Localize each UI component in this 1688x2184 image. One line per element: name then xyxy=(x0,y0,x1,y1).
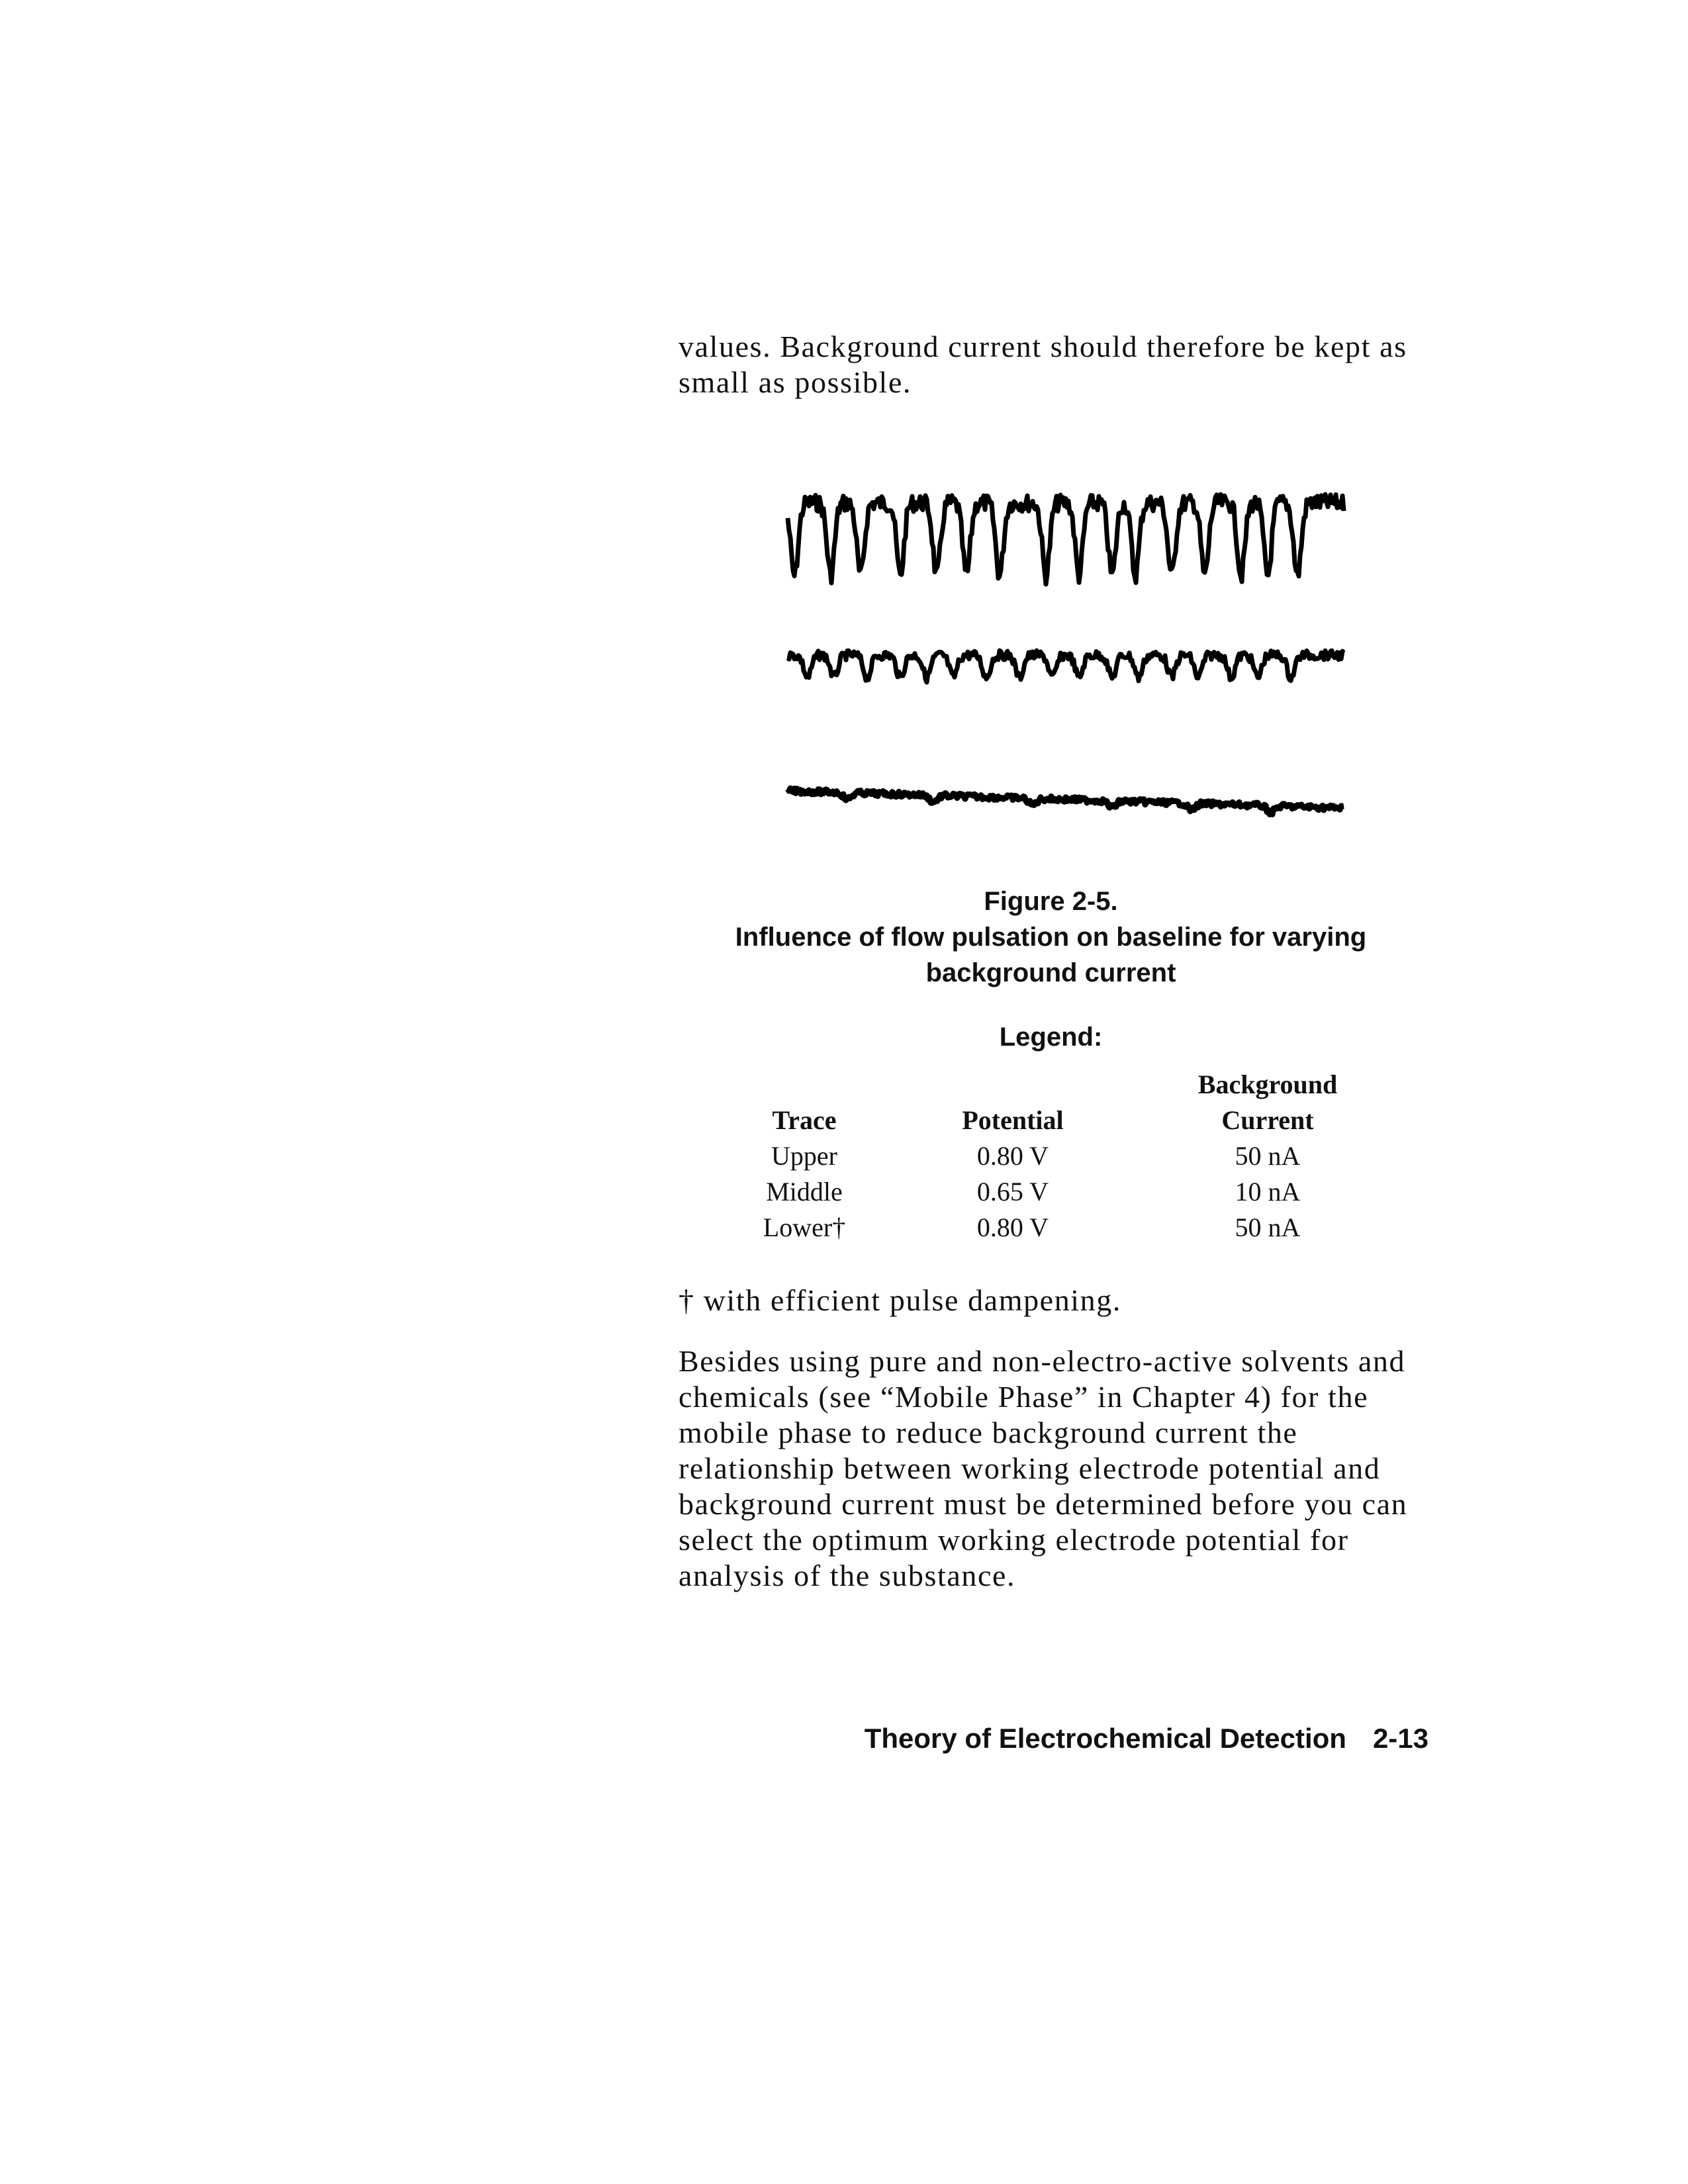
legend-table xyxy=(728,1067,1390,1246)
body-paragraph-bottom: Besides using pure and non-electro-active solvents and chemicals (see “Mobile Phase” in Chapter 4) for the mobile phase to reduce background current the relationship between working electrode potential and background current must be determined before you can select the optimum working electrode potential for analysis of the substance. xyxy=(679,1344,1408,1592)
table-row xyxy=(728,1174,1390,1210)
cell-trace: Middle xyxy=(766,1177,843,1206)
legend-title: Legend: xyxy=(999,1023,1103,1052)
cell-potential: 0.80 V xyxy=(976,1212,1049,1242)
baseline-traces-figure xyxy=(768,457,1350,854)
table-row xyxy=(728,1138,1390,1174)
cell-current: 50 nA xyxy=(1235,1212,1301,1242)
footer-page-number: 2-13 xyxy=(1372,1723,1429,1754)
upper-trace xyxy=(788,494,1344,584)
cell-current: 50 nA xyxy=(1235,1141,1301,1171)
cell-potential: 0.80 V xyxy=(976,1141,1049,1171)
table-row xyxy=(728,1210,1390,1246)
figure-title: Influence of flow pulsation on baseline for varying background current xyxy=(735,923,1367,987)
footer-chapter-title: Theory of Electrochemical Detection xyxy=(864,1723,1346,1754)
header-current-line2: Current xyxy=(1221,1105,1314,1135)
cell-potential: 0.65 V xyxy=(976,1177,1049,1206)
middle-trace xyxy=(788,651,1344,682)
page-footer xyxy=(865,1721,1429,1756)
header-trace: Trace xyxy=(772,1105,837,1135)
legend-header-row-1 xyxy=(728,1067,1390,1103)
footnote: † with efficient pulse dampening. xyxy=(679,1283,1121,1317)
figure-number: Figure 2-5. xyxy=(984,887,1118,916)
cell-trace: Lower† xyxy=(763,1212,846,1242)
header-current-line1: Background xyxy=(1197,1069,1338,1099)
lower-trace xyxy=(788,788,1344,814)
cell-trace: Upper xyxy=(771,1141,837,1171)
legend-header-row-2 xyxy=(728,1103,1390,1138)
traces-graphic xyxy=(768,457,1350,854)
header-potential: Potential xyxy=(962,1105,1064,1135)
body-paragraph-top: values. Background current should therefore be kept as small as possible. xyxy=(679,330,1407,399)
cell-current: 10 nA xyxy=(1235,1177,1301,1206)
